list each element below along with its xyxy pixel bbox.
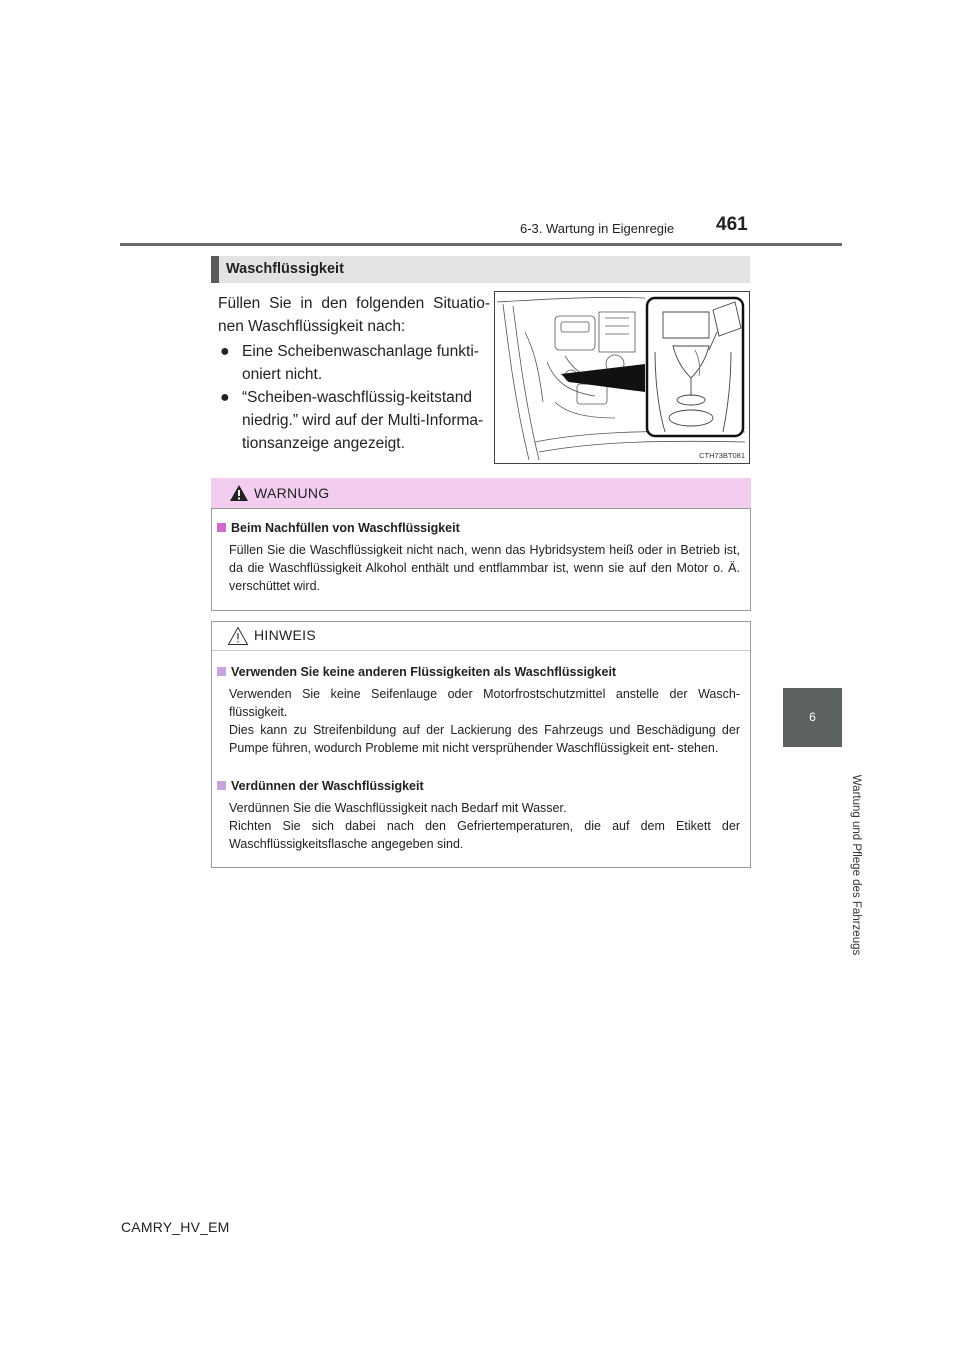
note-item-heading: Verdünnen der Waschflüssigkeit xyxy=(217,779,424,793)
bullet-dot-icon: ● xyxy=(220,389,230,406)
note-header xyxy=(212,622,750,651)
warning-header xyxy=(211,478,751,509)
square-bullet-icon xyxy=(217,523,226,532)
chapter-tab-label: Wartung und Pflege des Fahrzeugs xyxy=(850,774,862,956)
note-item-text: Dies kann zu Streifenbildung auf der Lackierung des Fahrzeugs und Beschädigung der Pumpe führen, wodurch Probleme mit nicht versprühender Waschflüssigkeit ent- stehen. xyxy=(229,723,740,755)
page-number: 461 xyxy=(716,214,748,235)
washer-fill-drawing xyxy=(495,292,749,463)
section-heading-bar xyxy=(211,256,219,283)
note-title: HINWEIS xyxy=(254,627,316,643)
caution-triangle-icon xyxy=(227,626,249,646)
bullet-text: “Scheiben-waschflüssig-keitstand niedrig.” wird auf der Multi-Informa- tionsanzeige angezeigt. xyxy=(242,389,484,452)
warning-title: WARNUNG xyxy=(254,485,330,501)
figure-code: CTH73BT081 xyxy=(699,451,745,460)
square-bullet-icon xyxy=(217,667,226,676)
section-title: Waschflüssigkeit xyxy=(226,261,344,277)
square-bullet-icon xyxy=(217,781,226,790)
note-item-heading: Verwenden Sie keine anderen Flüssigkeiten als Waschflüssigkeit xyxy=(217,665,616,679)
footer-model-code: CAMRY_HV_EM xyxy=(121,1219,230,1235)
intro-text: Füllen Sie in den folgenden Situatio- nen Waschflüssigkeit nach: xyxy=(218,295,490,335)
engine-bay-illustration xyxy=(494,291,750,464)
note-item-text: Verwenden Sie keine Seifenlauge oder Motorfrostschutzmittel anstelle der Wasch- flüssigkeit. xyxy=(229,687,740,719)
header-rule xyxy=(120,243,842,246)
note-item-text: Verdünnen Sie die Waschflüssigkeit nach Bedarf mit Wasser. xyxy=(229,801,567,815)
chapter-tab-number: 6 xyxy=(809,710,816,724)
bullet-dot-icon: ● xyxy=(220,343,230,360)
header-section-title: 6-3. Wartung in Eigenregie xyxy=(520,221,675,236)
note-item-text: Richten Sie sich dabei nach den Gefriertemperaturen, die auf dem Etikett der Waschflüssigkeitsflasche angegeben sind. xyxy=(229,819,740,851)
warning-item-text: Füllen Sie die Waschflüssigkeit nicht nach, wenn das Hybridsystem heiß oder in Betrieb ist, da die Waschflüssigkeit Alkohol enthält und entflammbar ist, wenn sie auf den Motor o. Ä. verschüttet wird. xyxy=(229,543,740,593)
warning-item-heading: Beim Nachfüllen von Waschflüssigkeit xyxy=(217,521,460,535)
bullet-item xyxy=(218,386,490,455)
warning-triangle-icon xyxy=(229,484,249,502)
bullet-text: Eine Scheibenwaschanlage funkti- oniert nicht. xyxy=(242,343,479,383)
bullet-item xyxy=(218,340,490,386)
